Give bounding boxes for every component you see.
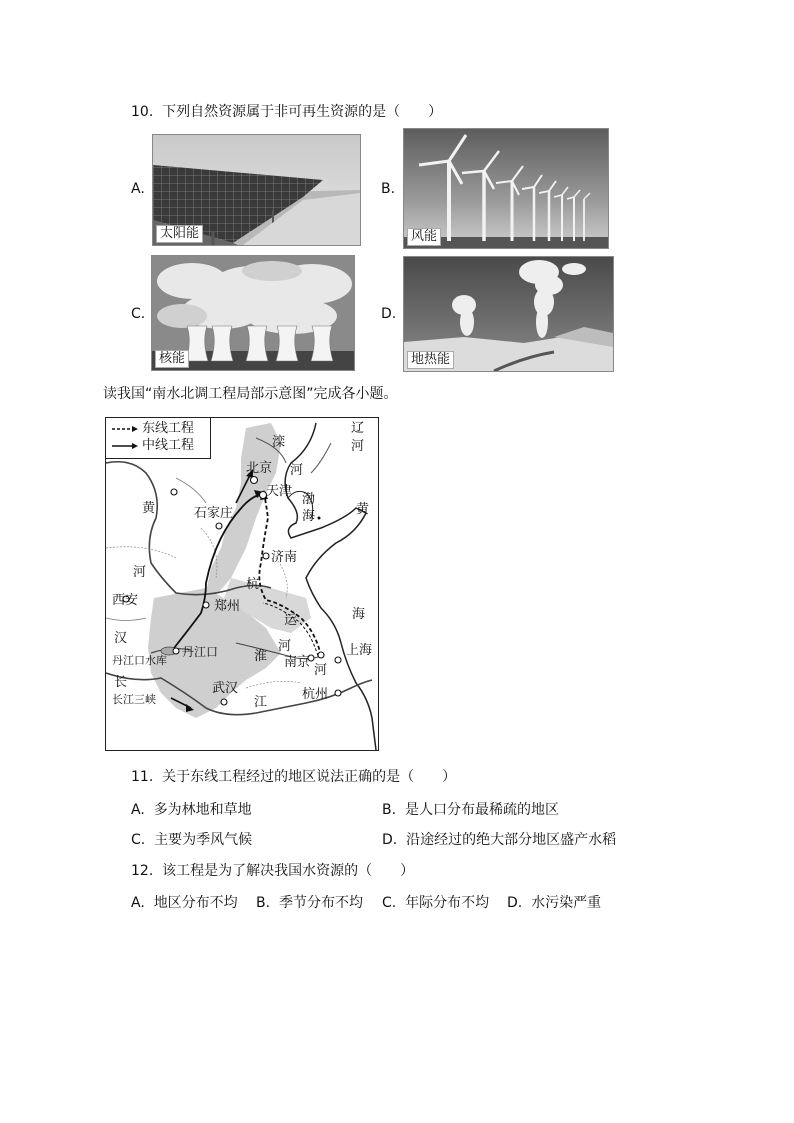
city-nanjing: 南京 <box>284 655 311 670</box>
q12-stem: 12. 该工程是为了解决我国水资源的（ ） <box>131 863 415 879</box>
q10-stem: 10. 下列自然资源属于非可再生资源的是（ ） <box>131 104 443 120</box>
q10-option-d-letter: D. <box>381 306 397 322</box>
legend-middle-route: 中线工程 <box>142 438 195 453</box>
label-liao: 辽 <box>351 421 365 436</box>
q10-option-c-letter: C. <box>131 306 146 322</box>
city-shanghai: 上海 <box>346 643 373 658</box>
city-xian: 西安 <box>112 593 139 608</box>
danjiangkou-reservoir: 丹江口水库 <box>112 654 167 667</box>
q12-option-d[interactable]: D. 水污染严重 <box>507 895 602 911</box>
solar-caption: 太阳能 <box>156 225 203 243</box>
city-wuhan: 武汉 <box>212 681 239 696</box>
q10-option-a-letter: A. <box>131 181 145 197</box>
q12-option-c[interactable]: C. 年际分布不均 <box>382 895 490 911</box>
label-huang-he: 河 <box>133 565 147 580</box>
map-legend <box>106 418 211 459</box>
q12-option-b[interactable]: B. 季节分布不均 <box>256 895 363 911</box>
city-beijing: 北京 <box>246 461 273 476</box>
geothermal-caption: 地热能 <box>407 351 454 369</box>
city-tianjin: 天津 <box>266 484 293 499</box>
q11-stem: 11. 关于东线工程经过的地区说法正确的是（ ） <box>131 769 457 785</box>
label-huai-he: 河 <box>314 663 328 678</box>
legend-east-route: 东线工程 <box>142 421 195 436</box>
geothermal-photo <box>403 256 614 372</box>
label-luan-he: 河 <box>290 463 304 478</box>
label-bo-hai: 海 <box>302 509 316 524</box>
city-zhengzhou: 郑州 <box>214 599 241 614</box>
label-hang: 杭 <box>246 577 260 592</box>
q11-option-b[interactable]: B. 是人口分布最稀疏的地区 <box>382 802 559 818</box>
label-chang: 长 <box>114 675 128 690</box>
label-yellow-sea: 黄 <box>356 502 370 517</box>
solar-panel-photo <box>152 134 361 246</box>
nuclear-plant-photo <box>151 255 355 371</box>
q10-option-b-letter: B. <box>381 181 396 197</box>
three-gorges: 长江三峡 <box>112 693 156 706</box>
label-han: 汉 <box>114 631 128 646</box>
label-huai: 淮 <box>254 649 268 664</box>
label-huang-river: 黄 <box>142 501 156 516</box>
city-shijiazhuang: 石家庄 <box>194 506 234 521</box>
wind-turbine-photo <box>403 128 609 249</box>
nuclear-caption: 核能 <box>155 350 189 368</box>
south-north-water-map <box>105 417 379 751</box>
wind-caption: 风能 <box>407 228 441 246</box>
label-yun: 运 <box>284 613 298 628</box>
city-hangzhou: 杭州 <box>302 687 329 702</box>
q11-option-d[interactable]: D. 沿途经过的绝大部分地区盛产水稻 <box>382 832 617 848</box>
city-danjiangkou: 丹江口 <box>182 645 219 659</box>
label-sea: 海 <box>352 607 366 622</box>
label-liao-he: 河 <box>351 439 365 454</box>
label-luan: 滦 <box>272 435 286 450</box>
map-intro: 读我国“南水北调工程局部示意图”完成各小题。 <box>103 386 398 402</box>
label-jiang: 江 <box>254 695 268 710</box>
q11-option-c[interactable]: C. 主要为季风气候 <box>131 832 253 848</box>
city-jinan: 济南 <box>271 550 298 565</box>
q11-option-a[interactable]: A. 多为林地和草地 <box>131 802 252 818</box>
q12-option-a[interactable]: A. 地区分布不均 <box>131 895 238 911</box>
label-bo: 渤 <box>302 492 316 507</box>
label-yun-he: 河 <box>278 639 292 654</box>
